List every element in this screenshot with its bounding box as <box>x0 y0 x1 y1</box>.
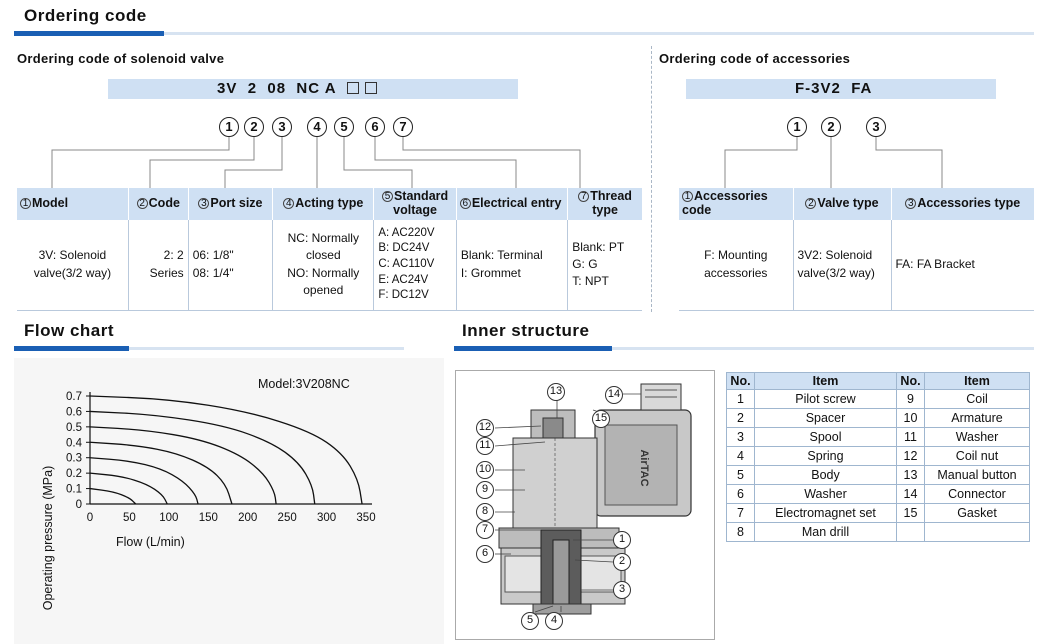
code-bracket: FA <box>851 80 873 97</box>
flow-chart <box>14 358 444 644</box>
callout-6: 6 <box>476 545 494 563</box>
parts-header-no: No. <box>727 373 755 390</box>
accessories-ordering-table <box>679 188 1034 311</box>
table-row: 3 Spool 11 Washer <box>727 428 1030 447</box>
cell-code: 2: 2 Series <box>128 220 188 310</box>
chart-y-tick-label: 0.6 <box>66 406 82 419</box>
table-row: 6 Washer 14 Connector <box>727 485 1030 504</box>
table-row: 4 Spring 12 Coil nut <box>727 447 1030 466</box>
code-acting: NC <box>296 80 321 97</box>
code-series: 2 <box>247 80 258 97</box>
solenoid-ordering-table <box>17 188 642 311</box>
chart-x-tick-label: 50 <box>123 512 136 524</box>
chart-series-line <box>90 458 198 504</box>
header-acting-type: 4 Acting type <box>273 188 374 220</box>
brand-mark: AirTAC <box>638 449 650 487</box>
chart-series-line <box>90 473 167 504</box>
chart-model-label: Model:3V208NC <box>258 377 350 391</box>
ordering-code-title: Ordering code <box>24 6 147 25</box>
chart-y-tick-label: 0.3 <box>66 452 82 465</box>
callout-9: 9 <box>476 481 494 499</box>
chart-y-tick-label: 0.5 <box>66 421 82 434</box>
table-row: 7 Electromagnet set 15 Gasket <box>727 504 1030 523</box>
parts-table <box>726 372 1030 542</box>
chart-y-axis-label: Operating pressure (MPa) <box>41 465 55 611</box>
callout-num: 7 <box>393 117 413 137</box>
flow-chart-title: Flow chart <box>24 321 115 340</box>
callout-5: 5 <box>521 612 539 630</box>
chart-x-tick-label: 0 <box>86 512 94 524</box>
code-accessory: F-3V2 <box>795 80 841 97</box>
callout-num: 3 <box>272 117 292 137</box>
header-model: 1 Model <box>17 188 128 220</box>
cell-acting-type: NC: Normally closed NO: Normally opened <box>273 220 374 310</box>
header-accessories-code: 1 Accessories code <box>679 188 793 220</box>
chart-x-tick-label: 300 <box>316 512 337 524</box>
header-thread-type: 7 Thread type <box>568 188 642 220</box>
accessories-code <box>795 80 872 97</box>
callout-7: 7 <box>476 521 494 539</box>
callout-14: 14 <box>605 386 623 404</box>
section-accent-bar <box>14 346 129 351</box>
parts-header-item: Item <box>925 373 1030 390</box>
callout-num: 2 <box>244 117 264 137</box>
callout-13: 13 <box>547 383 565 401</box>
header-electrical-entry: 6 Electrical entry <box>456 188 567 220</box>
code-port: 08 <box>267 80 287 97</box>
chart-y-tick-label: 0.1 <box>66 483 82 496</box>
header-code: 2 Code <box>128 188 188 220</box>
callout-num: 1 <box>787 117 807 137</box>
callout-num: 6 <box>365 117 385 137</box>
cell-valve-type: 3V2: Solenoid valve(3/2 way) <box>793 220 891 310</box>
chart-y-tick-label: 0.4 <box>66 437 82 450</box>
parts-header-no: No. <box>897 373 925 390</box>
chart-y-tick-label: 0 <box>75 499 82 511</box>
table-row: 2 Spacer 10 Armature <box>727 409 1030 428</box>
callout-12: 12 <box>476 419 494 437</box>
callout-num: 4 <box>307 117 327 137</box>
chart-x-tick-label: 250 <box>277 512 297 524</box>
chart-series-line <box>90 411 315 504</box>
callout-3: 3 <box>613 581 631 599</box>
header-valve-type: 2 Valve type <box>793 188 891 220</box>
callout-4: 4 <box>545 612 563 630</box>
chart-y-tick-label: 0.2 <box>66 468 82 481</box>
accessories-subtitle: Ordering code of accessories <box>659 51 851 66</box>
cell-thread-type: Blank: PT G: G T: NPT <box>568 220 642 310</box>
connector-lines <box>0 0 1041 200</box>
callout-15: 15 <box>592 410 610 428</box>
chart-x-tick-label: 100 <box>159 512 179 524</box>
callout-8: 8 <box>476 503 494 521</box>
solenoid-subtitle: Ordering code of solenoid valve <box>17 51 225 66</box>
chart-x-tick-label: 200 <box>238 512 258 524</box>
callout-num: 5 <box>334 117 354 137</box>
table-row: 8 Man drill <box>727 523 1030 542</box>
table-row: 5 Body 13 Manual button <box>727 466 1030 485</box>
chart-x-tick-label: 350 <box>356 512 376 524</box>
table-row: 1 Pilot screw 9 Coil <box>727 390 1030 409</box>
inner-structure-title: Inner structure <box>462 321 590 340</box>
header-accessories-type: 3 Accessories type <box>891 188 1034 220</box>
chart-y-tick-label: 0.7 <box>66 391 82 403</box>
code-model: 3V <box>217 80 238 97</box>
section-divider <box>129 347 404 350</box>
section-accent-bar <box>454 346 612 351</box>
header-standard-voltage: 5 Standard voltage <box>374 188 457 220</box>
chart-x-tick-label: 150 <box>198 512 218 524</box>
cell-port-size: 06: 1/8" 08: 1/4" <box>188 220 273 310</box>
callout-1: 1 <box>613 531 631 549</box>
cell-standard-voltage: A: AC220V B: DC24V C: AC110V E: AC24V F: DC12V <box>374 220 457 310</box>
cell-accessories-type: FA: FA Bracket <box>891 220 1034 310</box>
cell-accessories-code: F: Mounting accessories <box>679 220 793 310</box>
callout-num: 2 <box>821 117 841 137</box>
cell-model: 3V: Solenoid valve(3/2 way) <box>17 220 128 310</box>
callout-11: 11 <box>476 437 494 455</box>
callout-num: 3 <box>866 117 886 137</box>
section-divider <box>612 347 1034 350</box>
cell-electrical-entry: Blank: Terminal I: Grommet <box>456 220 567 310</box>
valve-cross-section-drawing <box>455 370 715 640</box>
parts-header-item: Item <box>755 373 897 390</box>
chart-x-axis-label: Flow (L/min) <box>116 535 185 549</box>
callout-10: 10 <box>476 461 494 479</box>
callout-num: 1 <box>219 117 239 137</box>
code-voltage: A <box>324 80 337 97</box>
chart-series-line <box>90 489 136 504</box>
header-port-size: 3 Port size <box>188 188 273 220</box>
chart-series-line <box>90 427 276 504</box>
callout-2: 2 <box>613 553 631 571</box>
